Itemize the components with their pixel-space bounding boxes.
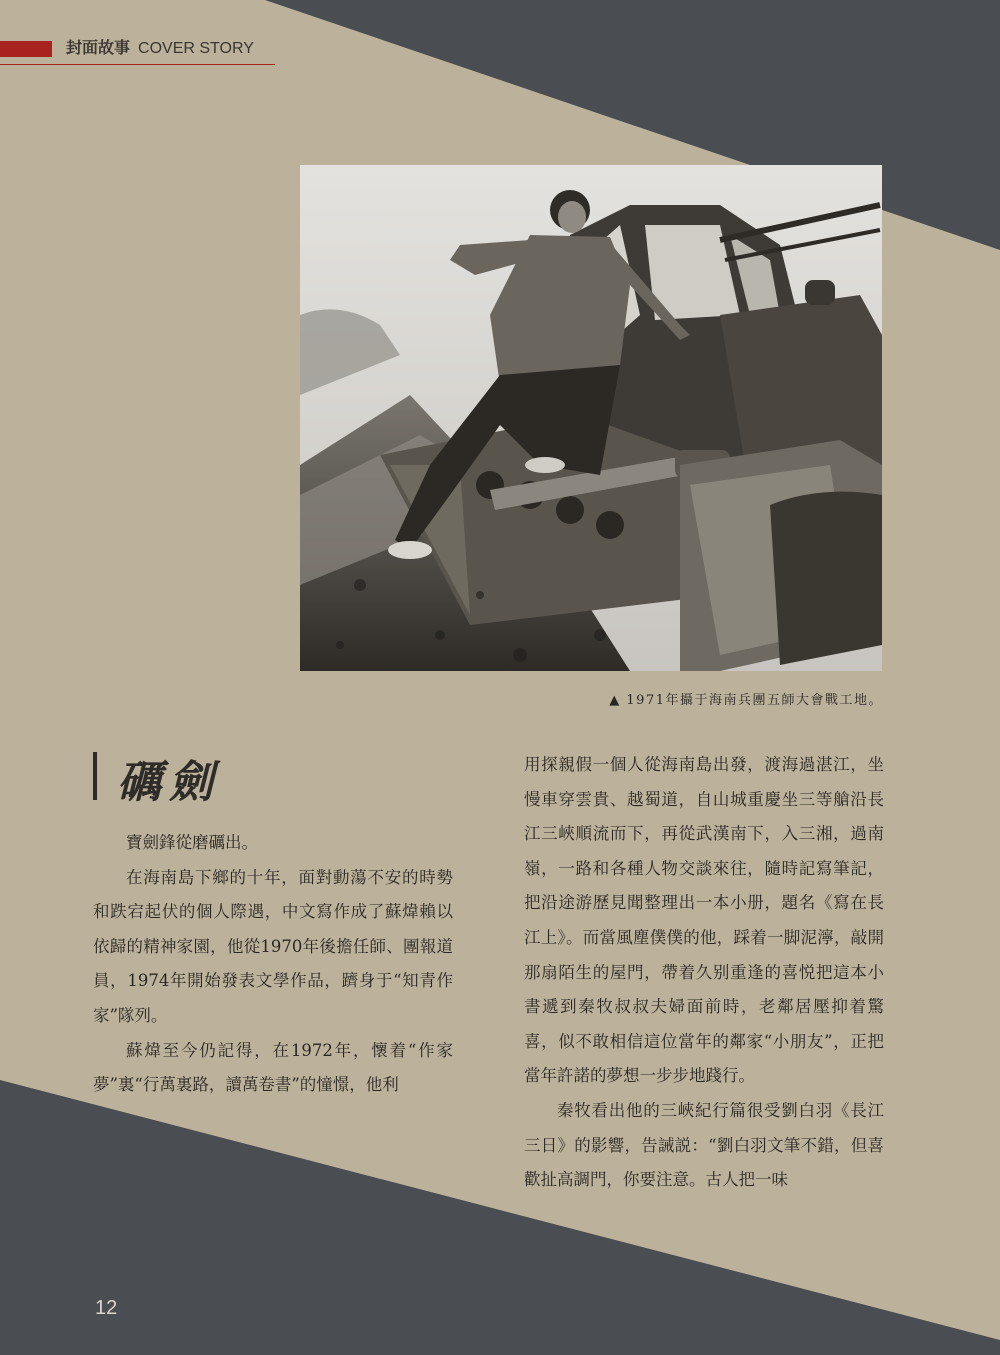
article-title-text: 礪劍: [117, 757, 221, 808]
historical-photo: [300, 165, 882, 671]
section-label: [66, 38, 254, 60]
section-rule: [0, 64, 275, 65]
paragraph: 用探親假一個人從海南島出發，渡海過湛江，坐慢車穿雲貴、越蜀道，自山城重慶坐三等艙沿長江三峽順流而下，再從武漢南下，入三湘，過南嶺，一路和各種人物交談來往，隨時記寫筆記，把沿途游歷見聞整理出一本小册，題名《寫在長江上》。而當風塵僕僕的他，踩着一脚泥濘，敲開那扇陌生的屋門，帶着久别重逢的喜悦把這本小書遞到秦牧叔叔夫婦面前時，老鄰居壓抑着驚喜，似不敢相信這位當年的鄰家“小朋友”，正把當年許諾的夢想一步步地踐行。: [524, 755, 884, 1086]
paragraph: 蘇煒至今仍記得，在1972年，懷着“作家夢”裏“行萬裏路，讀萬卷書”的憧憬，他利: [93, 1040, 453, 1095]
article-column-left: [93, 826, 453, 1103]
title-bar: [93, 752, 97, 800]
photo-caption: ▲ 1971年攝于海南兵團五師大會戰工地。: [609, 693, 883, 708]
paragraph: 寶劍鋒從磨礪出。: [126, 833, 258, 852]
paragraph: 秦牧看出他的三峽紀行篇很受劉白羽《長江三日》的影響，告誡説：“劉白羽文筆不錯，但喜歡扯高調門，你要注意。古人把一味: [524, 1100, 884, 1190]
section-header: [0, 38, 275, 66]
article-column-right: [524, 748, 884, 1198]
section-marker: [0, 41, 52, 57]
section-label-zh: 封面故事: [66, 40, 131, 57]
paragraph: 在海南島下鄉的十年，面對動蕩不安的時勢和跌宕起伏的個人際遇，中文寫作成了蘇煒賴以依歸的精神家園，他從1970年後擔任師、團報道員，1974年開始發表文學作品，躋身于“知青作家”隊列。: [93, 867, 453, 1025]
section-label-en: COVER STORY: [138, 40, 254, 57]
page-number: 12: [95, 1297, 118, 1319]
